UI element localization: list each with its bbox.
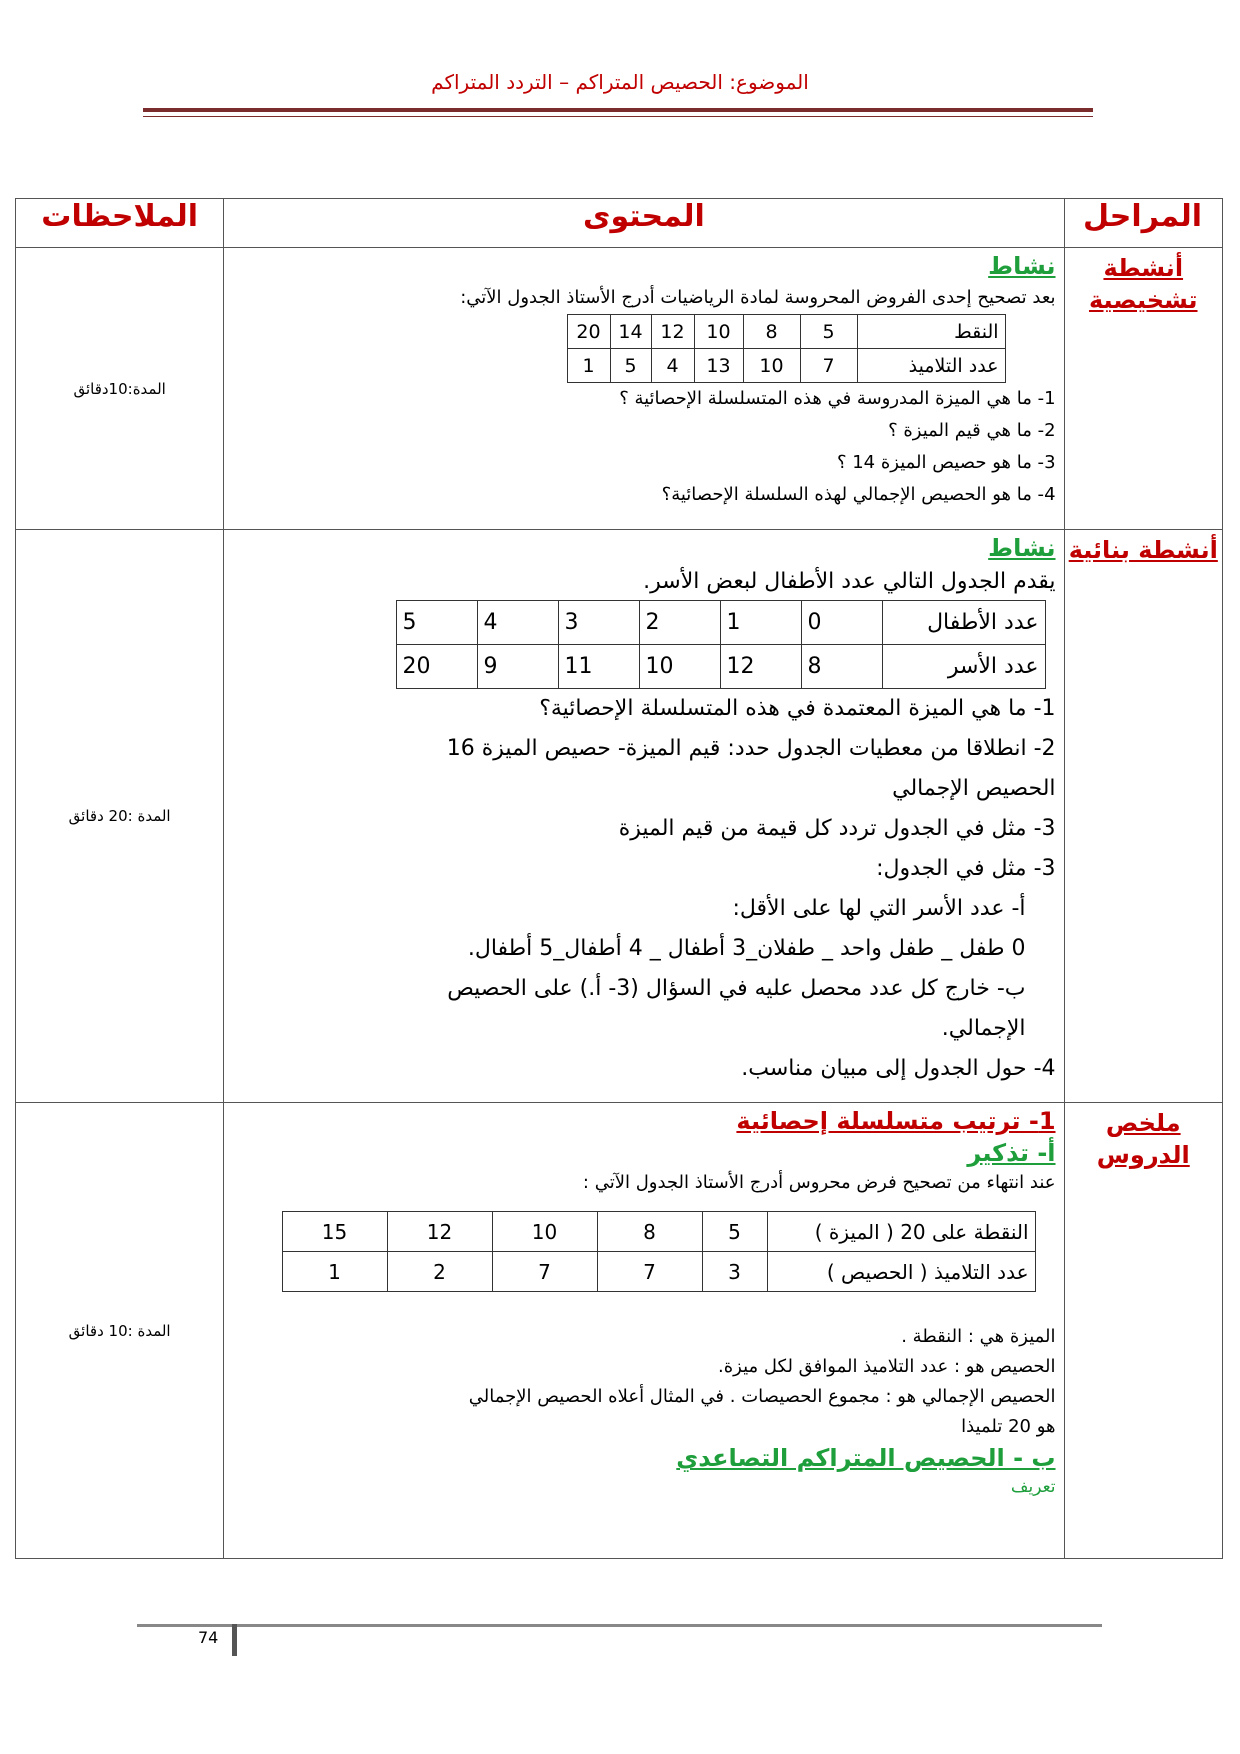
content-cell xyxy=(224,248,1064,530)
activity-intro: يقدم الجدول التالي عدد الأطفال لبعض الأسر. xyxy=(643,569,1056,594)
duration-note: المدة :10 دقائق xyxy=(16,1103,224,1559)
table-cell: 10 xyxy=(639,645,720,689)
definition-line: الميزة هي : النقطة . xyxy=(901,1326,1056,1347)
page-number: 74 xyxy=(198,1628,219,1647)
subsection-heading: ب - الحصيص المتراكم التصاعدي xyxy=(676,1444,1056,1472)
table-cell: 3 xyxy=(558,601,639,645)
stage-cell xyxy=(1064,1103,1222,1559)
table-cell: 0 xyxy=(801,601,882,645)
stage-cell xyxy=(1064,248,1222,530)
page-title: الموضوع: الحصيص المتراكم – التردد المتراكم xyxy=(431,70,809,94)
question: أ- عدد الأسر التي لها على الأقل: xyxy=(732,896,1026,921)
stage-label: الدروس xyxy=(1096,1141,1190,1169)
duration-note: المدة:10دقائق xyxy=(16,248,224,530)
table-cell: 12 xyxy=(387,1212,492,1252)
table-cell: 10 xyxy=(694,315,743,349)
definition-line: الحصيص هو : عدد التلاميذ الموافق لكل ميزة. xyxy=(718,1356,1056,1377)
header-content: المحتوى xyxy=(224,199,1064,248)
table-cell: 1 xyxy=(720,601,801,645)
table-cell: 12 xyxy=(720,645,801,689)
definition-line: الحصيص الإجمالي هو : مجموع الحصيصات . في المثال أعلاه الحصيص الإجمالي xyxy=(468,1386,1056,1407)
row-label: عدد التلاميذ xyxy=(857,349,1005,383)
table-cell: 10 xyxy=(492,1212,597,1252)
table-cell: 14 xyxy=(610,315,651,349)
table-cell: 2 xyxy=(387,1252,492,1292)
data-table xyxy=(567,314,1006,383)
table-cell: 7 xyxy=(800,349,857,383)
content-cell xyxy=(224,530,1064,1103)
data-table xyxy=(396,600,1046,689)
question: الحصيص الإجمالي xyxy=(892,776,1056,801)
row-label: النقطة على 20 ( الميزة ) xyxy=(767,1212,1035,1252)
activity-intro: بعد تصحيح إحدى الفروض المحروسة لمادة الرياضيات أدرج الأستاذ الجدول الآتي: xyxy=(460,287,1056,308)
stage-cell xyxy=(1064,530,1222,1103)
table-cell: 11 xyxy=(558,645,639,689)
table-cell: 4 xyxy=(651,349,694,383)
subsection-heading: أ- تذكير xyxy=(967,1139,1056,1167)
table-row xyxy=(16,1103,1223,1559)
table-cell: 8 xyxy=(743,315,800,349)
activity-heading: نشاط xyxy=(988,252,1056,280)
section-heading: 1- ترتيب متسلسلة إحصائية xyxy=(736,1107,1056,1135)
header-notes: الملاحظات xyxy=(16,199,224,248)
activity-intro: عند انتهاء من تصحيح فرض محروس أدرج الأستاذ الجدول الآتي : xyxy=(582,1172,1056,1193)
table-cell: 7 xyxy=(492,1252,597,1292)
row-label: عدد الأطفال xyxy=(882,601,1045,645)
table-cell: 5 xyxy=(702,1212,767,1252)
table-row xyxy=(16,530,1223,1103)
question: 3- ما هو حصيص الميزة 14 ؟ xyxy=(836,452,1056,473)
table-cell: 9 xyxy=(477,645,558,689)
table-header-row xyxy=(16,199,1223,248)
lesson-table xyxy=(15,198,1223,1559)
stage-label: أنشطة xyxy=(1103,254,1184,282)
row-label: عدد الأسر xyxy=(882,645,1045,689)
table-cell: 15 xyxy=(282,1212,387,1252)
question: 3- مثل في الجدول: xyxy=(876,856,1056,881)
header-stage: المراحل xyxy=(1064,199,1222,248)
table-cell: 5 xyxy=(396,601,477,645)
question: 2- ما هي قيم الميزة ؟ xyxy=(888,420,1056,441)
activity-heading: نشاط xyxy=(988,534,1056,562)
stage-label: أنشطة بنائية xyxy=(1068,536,1218,564)
footer-rule xyxy=(137,1624,1102,1627)
question: الإجمالي. xyxy=(941,1016,1026,1041)
question: ب- خارج كل عدد محصل عليه في السؤال (3- أ.) على الحصيص xyxy=(447,976,1026,1001)
table-cell: 10 xyxy=(743,349,800,383)
duration-note: المدة :20 دقائق xyxy=(16,530,224,1103)
stage-label: تشخيصية xyxy=(1088,286,1198,314)
question: 1- ما هي الميزة المعتمدة في هذه المتسلسلة الإحصائية؟ xyxy=(539,696,1056,721)
row-label: النقط xyxy=(857,315,1005,349)
question: 1- ما هي الميزة المدروسة في هذه المتسلسلة الإحصائية ؟ xyxy=(619,388,1056,409)
table-cell: 20 xyxy=(567,315,610,349)
question: 4- حول الجدول إلى مبيان مناسب. xyxy=(741,1056,1056,1081)
stage-label: ملخص xyxy=(1105,1109,1181,1137)
definition-line: هو 20 تلميذا xyxy=(961,1416,1056,1437)
table-cell: 1 xyxy=(567,349,610,383)
table-cell: 5 xyxy=(610,349,651,383)
question: 2- انطلاقا من معطيات الجدول حدد: قيم الميزة- حصيص الميزة 16 xyxy=(446,736,1056,761)
table-cell: 7 xyxy=(597,1252,702,1292)
table-cell: 20 xyxy=(396,645,477,689)
table-cell: 2 xyxy=(639,601,720,645)
table-cell: 8 xyxy=(597,1212,702,1252)
table-cell: 1 xyxy=(282,1252,387,1292)
footer-divider xyxy=(232,1624,237,1656)
question: 0 طفل _ طفل واحد _ طفلان_3 أطفال _ 4 أطفال_5 أطفال. xyxy=(467,936,1026,961)
table-cell: 5 xyxy=(800,315,857,349)
table-cell: 4 xyxy=(477,601,558,645)
row-label: عدد التلاميذ ( الحصيص ) xyxy=(767,1252,1035,1292)
data-table xyxy=(282,1211,1036,1292)
question: 3- مثل في الجدول تردد كل قيمة من قيم الميزة xyxy=(618,816,1056,841)
definition-label: تعريف xyxy=(1010,1477,1056,1497)
question: 4- ما هو الحصيص الإجمالي لهذه السلسلة الإحصائية؟ xyxy=(661,484,1056,505)
table-cell: 3 xyxy=(702,1252,767,1292)
header-rule xyxy=(143,108,1093,117)
content-cell xyxy=(224,1103,1064,1559)
table-row xyxy=(16,248,1223,530)
table-cell: 12 xyxy=(651,315,694,349)
table-cell: 13 xyxy=(694,349,743,383)
table-cell: 8 xyxy=(801,645,882,689)
